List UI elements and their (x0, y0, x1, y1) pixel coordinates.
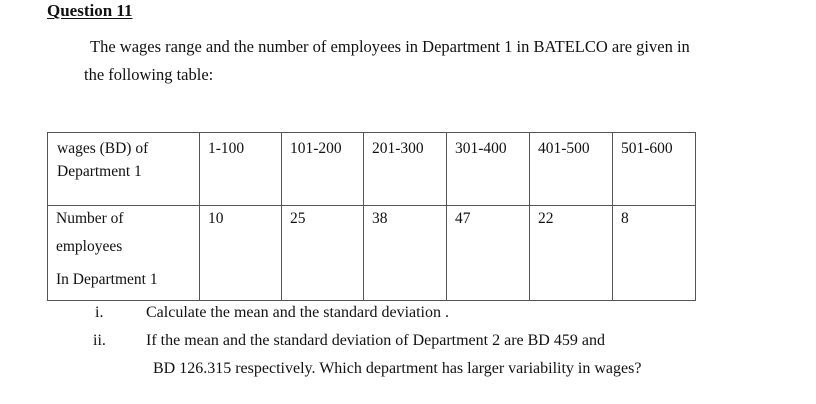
wage-range-cell: 501-600 (613, 133, 696, 206)
part-text: BD 126.315 respectively. Which department has larger variability in wages? (153, 360, 642, 377)
header-line: Number of (56, 210, 124, 227)
intro-line-2: the following table: (84, 65, 214, 84)
wage-range-cell: 1-100 (200, 133, 282, 206)
wage-range-cell: 301-400 (447, 133, 530, 206)
employee-count-cell: 25 (282, 206, 364, 301)
employee-count-cell: 10 (200, 206, 282, 301)
wage-range-cell: 101-200 (282, 133, 364, 206)
part-number: i. (95, 304, 104, 321)
employee-count-cell: 8 (613, 206, 696, 301)
wage-range-cell: 401-500 (530, 133, 613, 206)
employee-count-cell: 47 (447, 206, 530, 301)
part-text: Calculate the mean and the standard deviation . (146, 304, 449, 321)
header-line: employees (56, 238, 123, 255)
part-number: ii. (93, 332, 106, 349)
employees-row-header (48, 206, 200, 301)
employee-count-cell: 22 (530, 206, 613, 301)
employees-row (48, 206, 696, 301)
header-line: wages (BD) of (57, 140, 149, 157)
wage-range-cell: 201-300 (364, 133, 447, 206)
header-line: In Department 1 (56, 271, 158, 288)
wages-row-header (48, 133, 200, 206)
question-title: Question 11 (47, 1, 133, 20)
part-text: If the mean and the standard deviation of Department 2 are BD 459 and (146, 332, 605, 349)
wages-table (47, 132, 696, 301)
employee-count-cell: 38 (364, 206, 447, 301)
wages-range-row (48, 133, 696, 206)
intro-line-1: The wages range and the number of employees in Department 1 in BATELCO are given in (90, 37, 690, 56)
header-line: Department 1 (57, 163, 142, 180)
